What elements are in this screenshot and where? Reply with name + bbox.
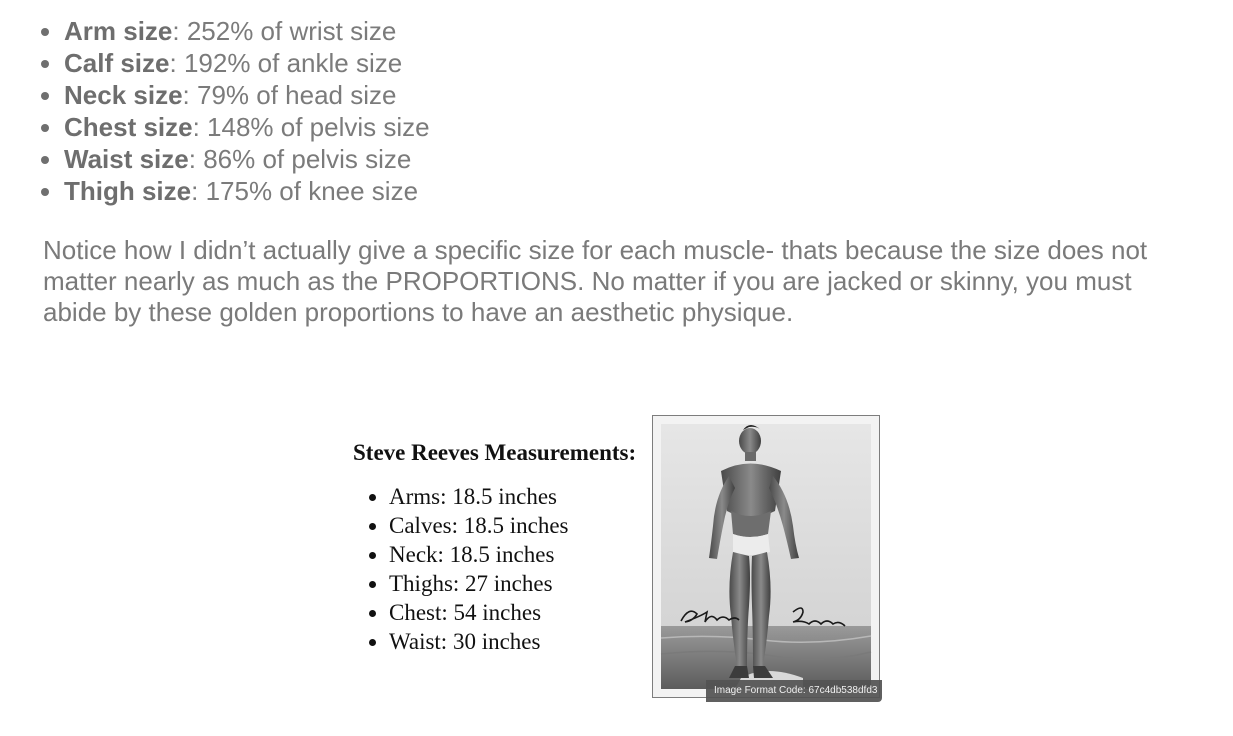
list-item: [64, 47, 430, 79]
ratio-term: Chest size: [64, 112, 193, 142]
list-item: • Arms: 18.5 inches: [389, 482, 569, 511]
ratio-text: : 175% of knee size: [191, 176, 419, 206]
list-item: • Thighs: 27 inches: [389, 569, 569, 598]
list-item: [64, 143, 430, 175]
proportion-ratio-list: [36, 15, 430, 207]
list-item: • Calves: 18.5 inches: [389, 511, 569, 540]
list-item: • Waist: 30 inches: [389, 627, 569, 656]
list-item: [64, 15, 430, 47]
bodybuilder-photo: [652, 415, 880, 698]
ratio-term: Thigh size: [64, 176, 192, 206]
notice-paragraph: Notice how I didn’t actually give a specific size for each muscle- thats because the size does not matter nearly as much as the PROPORTIONS. No matter if you are jacked or skinny, you must abide by these golden proportions to have an aesthetic physique.: [43, 235, 1148, 327]
ratio-term: Waist size: [64, 144, 189, 174]
list-item: • Chest: 54 inches: [389, 598, 569, 627]
list-item: • Neck: 18.5 inches: [389, 540, 569, 569]
measurements-list: [352, 482, 569, 656]
image-format-code-badge: Image Format Code: 67c4db538dfd3: [706, 680, 882, 702]
measurements-heading: Steve Reeves Measurements:: [353, 440, 637, 465]
ratio-text: : 86% of pelvis size: [188, 144, 412, 174]
ratio-text: : 148% of pelvis size: [192, 112, 430, 142]
ratio-term: Neck size: [64, 80, 183, 110]
ratio-text: : 252% of wrist size: [172, 16, 397, 46]
list-item: [64, 111, 430, 143]
ratio-term: Calf size: [64, 48, 170, 78]
bodybuilder-photo-art: [653, 416, 879, 697]
ratio-text: : 192% of ankle size: [169, 48, 403, 78]
list-item: [64, 175, 430, 207]
list-item: [64, 79, 430, 111]
ratio-term: Arm size: [64, 16, 173, 46]
ratio-text: : 79% of head size: [182, 80, 397, 110]
